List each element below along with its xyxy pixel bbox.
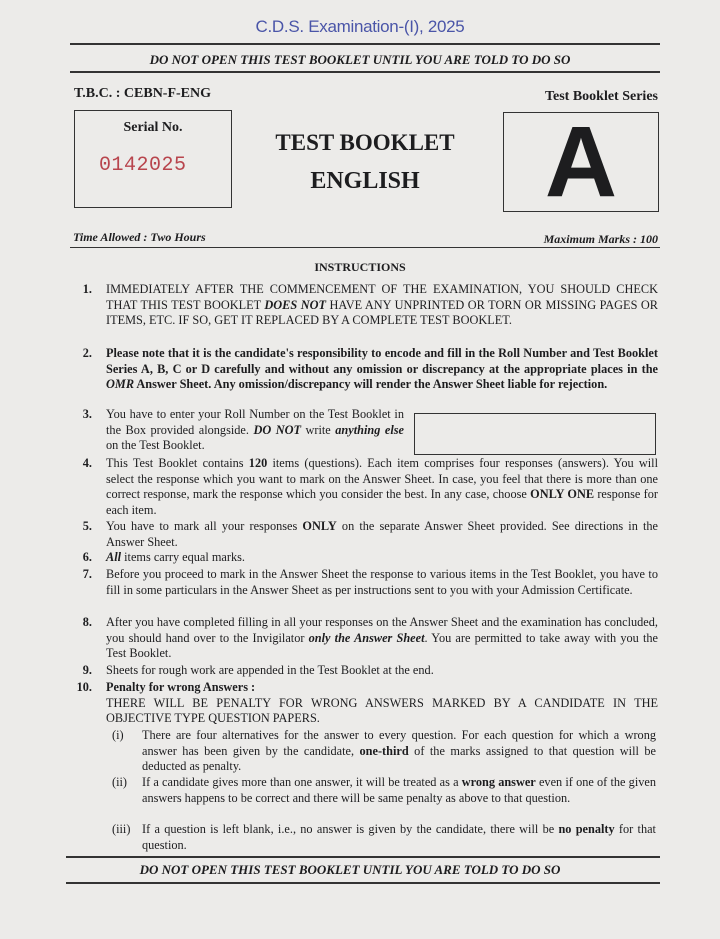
- series-label: Test Booklet Series: [544, 89, 658, 104]
- item-number: 6.: [82, 550, 92, 564]
- item-text: After you have completed filling in all your responses on the Answer Sheet and the examination has concluded, you should hand over to the Invigilator only the Answer Sheet. You are permitted to take away with you the Test Booklet.: [106, 615, 658, 660]
- divider: [70, 43, 660, 45]
- item-number: 7.: [82, 567, 92, 581]
- serial-number: 0142025: [99, 154, 187, 177]
- item-number: 2.: [82, 346, 92, 360]
- item-number: 4.: [82, 456, 92, 470]
- series-letter: A: [544, 106, 618, 218]
- item-text: Sheets for rough work are appended in the Test Booklet at the end.: [106, 663, 434, 677]
- subitem-text: There are four alternatives for the answer to every question. For each question for which a wrong answer has been given by the candidate, one-third of the marks assigned to that question will be deducted as penalty.: [142, 728, 656, 773]
- item-text: This Test Booklet contains 120 items (questions). Each item comprises four responses (answers). You will select the response which you want to mark on the Answer Sheet. In case, you feel that there is more than one correct response, mark the response which you consider the best. In any case, choose ONLY ONE response for each item.: [106, 456, 658, 517]
- item-text: All items carry equal marks.: [106, 550, 245, 564]
- item-text: You have to enter your Roll Number on the Test Booklet in the Box provided alongside. DO NOT write anything else on the Test Booklet.: [106, 407, 405, 452]
- item-text: You have to mark all your responses ONLY on the separate Answer Sheet provided. See directions in the Answer Sheet.: [106, 519, 658, 549]
- subitem-text: If a question is left blank, i.e., no answer is given by the candidate, there will be no penalty for that question.: [142, 822, 656, 852]
- instructions-title: INSTRUCTIONS: [314, 260, 406, 274]
- subitem-number: (i): [112, 728, 124, 742]
- item-number: 5.: [82, 519, 92, 533]
- subitem-text: If a candidate gives more than one answer, it will be treated as a wrong answer even if one of the given answers happens to be correct and there will be same penalty as above to that question.: [142, 775, 656, 805]
- divider: [66, 882, 660, 884]
- penalty-notice: THERE WILL BE PENALTY FOR WRONG ANSWERS MARKED BY A CANDIDATE IN THE OBJECTIVE TYPE QUESTION PAPERS.: [106, 695, 658, 725]
- penalty-title: Penalty for wrong Answers :: [106, 680, 256, 694]
- item-number: 10.: [76, 680, 92, 694]
- serial-label: Serial No.: [123, 120, 183, 135]
- subitem-number: (iii): [112, 822, 131, 836]
- roll-number-box[interactable]: [414, 413, 656, 455]
- item-text: Please note that it is the candidate's responsibility to encode and fill in the Roll Number and Test Booklet Series A, B, C or D carefully and without any omission or discrepancy at the appropriate places in the OMR Answer Sheet. Any omission/discrepancy will render the Answer Sheet liable for rejection.: [106, 346, 658, 391]
- item-text: [106, 680, 658, 727]
- exam-title: C.D.S. Examination-(I), 2025: [255, 17, 465, 36]
- item-number: 8.: [82, 615, 92, 629]
- series-letter-box: [503, 106, 659, 218]
- item-number: 3.: [82, 407, 92, 421]
- item-text: IMMEDIATELY AFTER THE COMMENCEMENT OF THE EXAMINATION, YOU SHOULD CHECK THAT THIS TEST BOOKLET DOES NOT HAVE ANY UNPRINTED OR TORN OR MISSING PAGES OR ITEMS, ETC. IF SO, GET IT REPLACED BY A COMPLETE TEST BOOKLET.: [106, 282, 658, 327]
- divider: [66, 856, 660, 858]
- item-number: 9.: [82, 663, 92, 677]
- time-allowed: Time Allowed : Two Hours: [73, 230, 206, 244]
- maximum-marks: Maximum Marks : 100: [543, 232, 658, 246]
- warning-bottom: DO NOT OPEN THIS TEST BOOKLET UNTIL YOU ARE TOLD TO DO SO: [139, 862, 561, 877]
- divider: [70, 71, 660, 73]
- item-number: 1.: [82, 282, 92, 296]
- subitem-number: (ii): [112, 775, 128, 789]
- tbc-code: T.B.C. : CEBN-F-ENG: [74, 86, 212, 101]
- serial-box: [74, 110, 232, 208]
- divider: [70, 247, 660, 248]
- item-text: Before you proceed to mark in the Answer Sheet the response to various items in the Test Booklet, you have to fill in some particulars in the Answer Sheet as per instructions sent to you with your Admission Certificate.: [106, 567, 658, 597]
- booklet-title: TEST BOOKLET: [275, 130, 455, 155]
- subject-title: ENGLISH: [310, 168, 420, 194]
- warning-top: DO NOT OPEN THIS TEST BOOKLET UNTIL YOU ARE TOLD TO DO SO: [149, 52, 571, 67]
